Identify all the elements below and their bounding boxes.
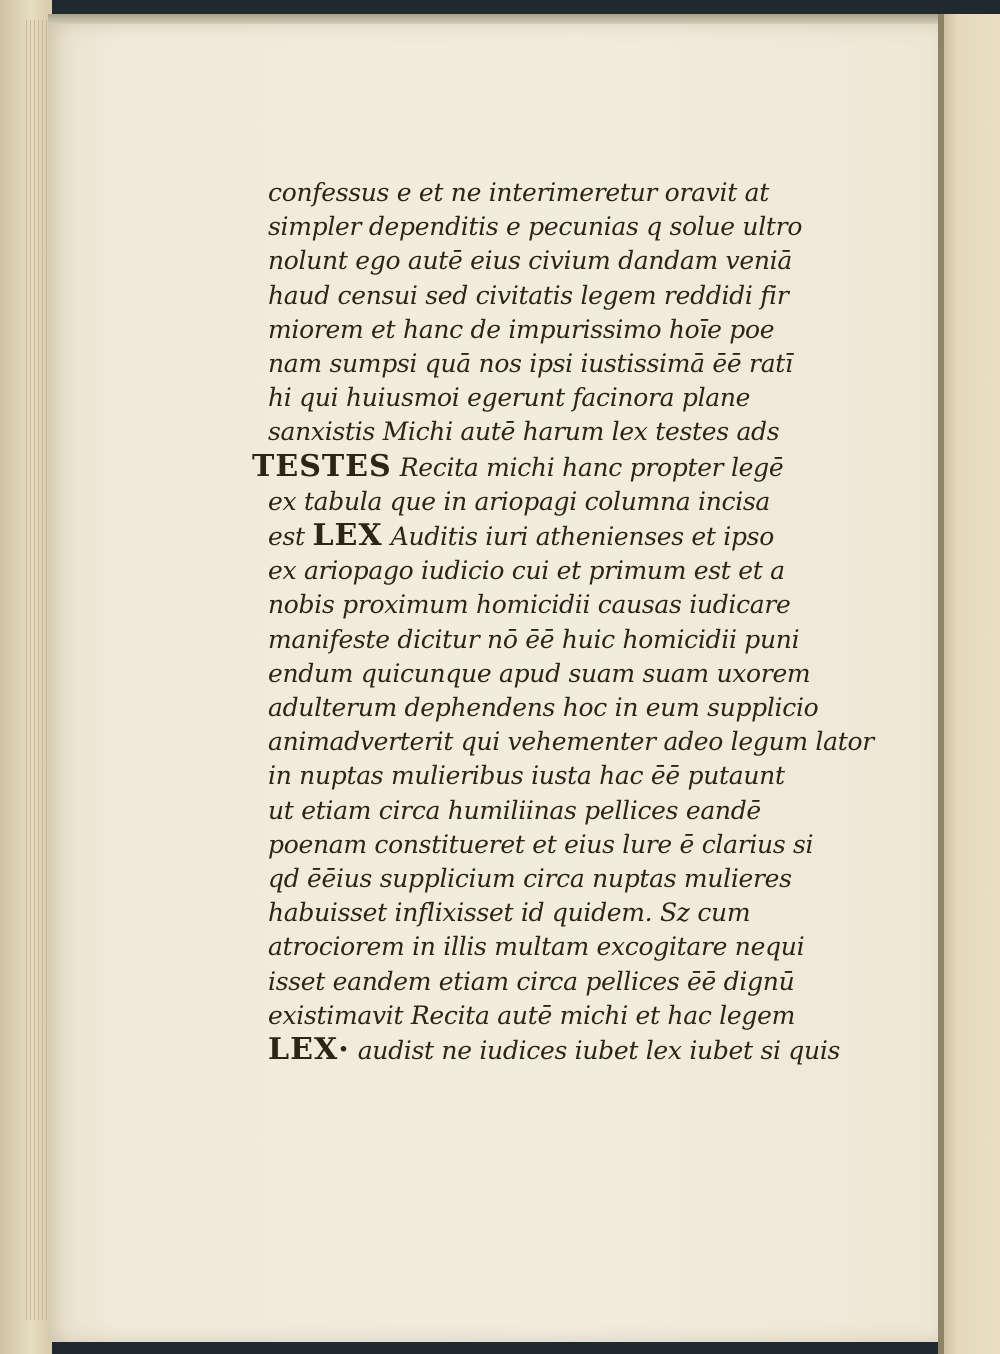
text-line: miorem et hanc de impurissimo hoīe poe — [268, 314, 775, 344]
text-line: LEX· audist ne iudices iubet lex iubet si quis — [268, 1032, 841, 1068]
text-line: nobis proximum homicidii causas iudicare — [268, 590, 791, 620]
text-line: hi qui huiusmoi egerunt facinora plane — [268, 383, 751, 413]
page-stack-edge — [26, 20, 50, 1320]
text-line: atrociorem in illis multam excogitare nequi — [268, 932, 805, 962]
text-line: existimavit Recita autē michi et hac legem — [268, 1000, 795, 1030]
text-line: manifeste dicitur nō ēē huic homicidii puni — [268, 624, 800, 654]
text-line: ex ariopago iudicio cui et primum est et a — [268, 556, 785, 586]
text-line: ut etiam circa humiliinas pellices eandē — [268, 795, 761, 825]
text-line: sanxistis Michi autē harum lex testes ads — [268, 417, 780, 447]
text-line: nam sumpsi quā nos ipsi iustissimā ēē ratī — [268, 349, 793, 379]
text-line: in nuptas mulieribus iusta hac ēē putaunt — [268, 761, 785, 791]
text-line: animadverterit qui vehementer adeo legum lator — [268, 727, 874, 757]
text-line: simpler dependitis e pecunias q solue ultro — [268, 212, 803, 242]
text-line: TESTES Recita michi hanc propter legē — [252, 448, 784, 484]
text-line: habuisset inflixisset id quidem. Sz cum — [268, 898, 751, 928]
text-line: est LEX Auditis iuri athenienses et ipso — [268, 518, 774, 554]
right-page-edge — [938, 14, 1000, 1354]
text-line: isset eandem etiam circa pellices ēē dignū — [268, 966, 795, 996]
rubric-lex: LEX — [312, 518, 383, 554]
text-line: poenam constitueret et eius lure ē clarius si — [268, 829, 814, 859]
text-line: qd ēēius supplicium circa nuptas mulieres — [268, 864, 792, 894]
text-line: confessus e et ne interimeretur oravit at — [268, 178, 769, 207]
manuscript-text — [252, 176, 874, 1068]
rubric-lex: LEX· — [268, 1032, 350, 1068]
text-line: endum quicunque apud suam suam uxorem — [268, 658, 811, 688]
left-page-edge — [0, 0, 52, 1354]
text-line: nolunt ego autē eius civium dandam veniā — [268, 246, 792, 276]
rubric-testes: TESTES — [252, 448, 392, 484]
text-line: haud censui sed civitatis legem reddidi fir — [268, 280, 789, 310]
text-line: ex tabula que in ariopagi columna incisa — [268, 486, 771, 516]
text-line: adulterum dephendens hoc in eum supplicio — [268, 693, 819, 723]
